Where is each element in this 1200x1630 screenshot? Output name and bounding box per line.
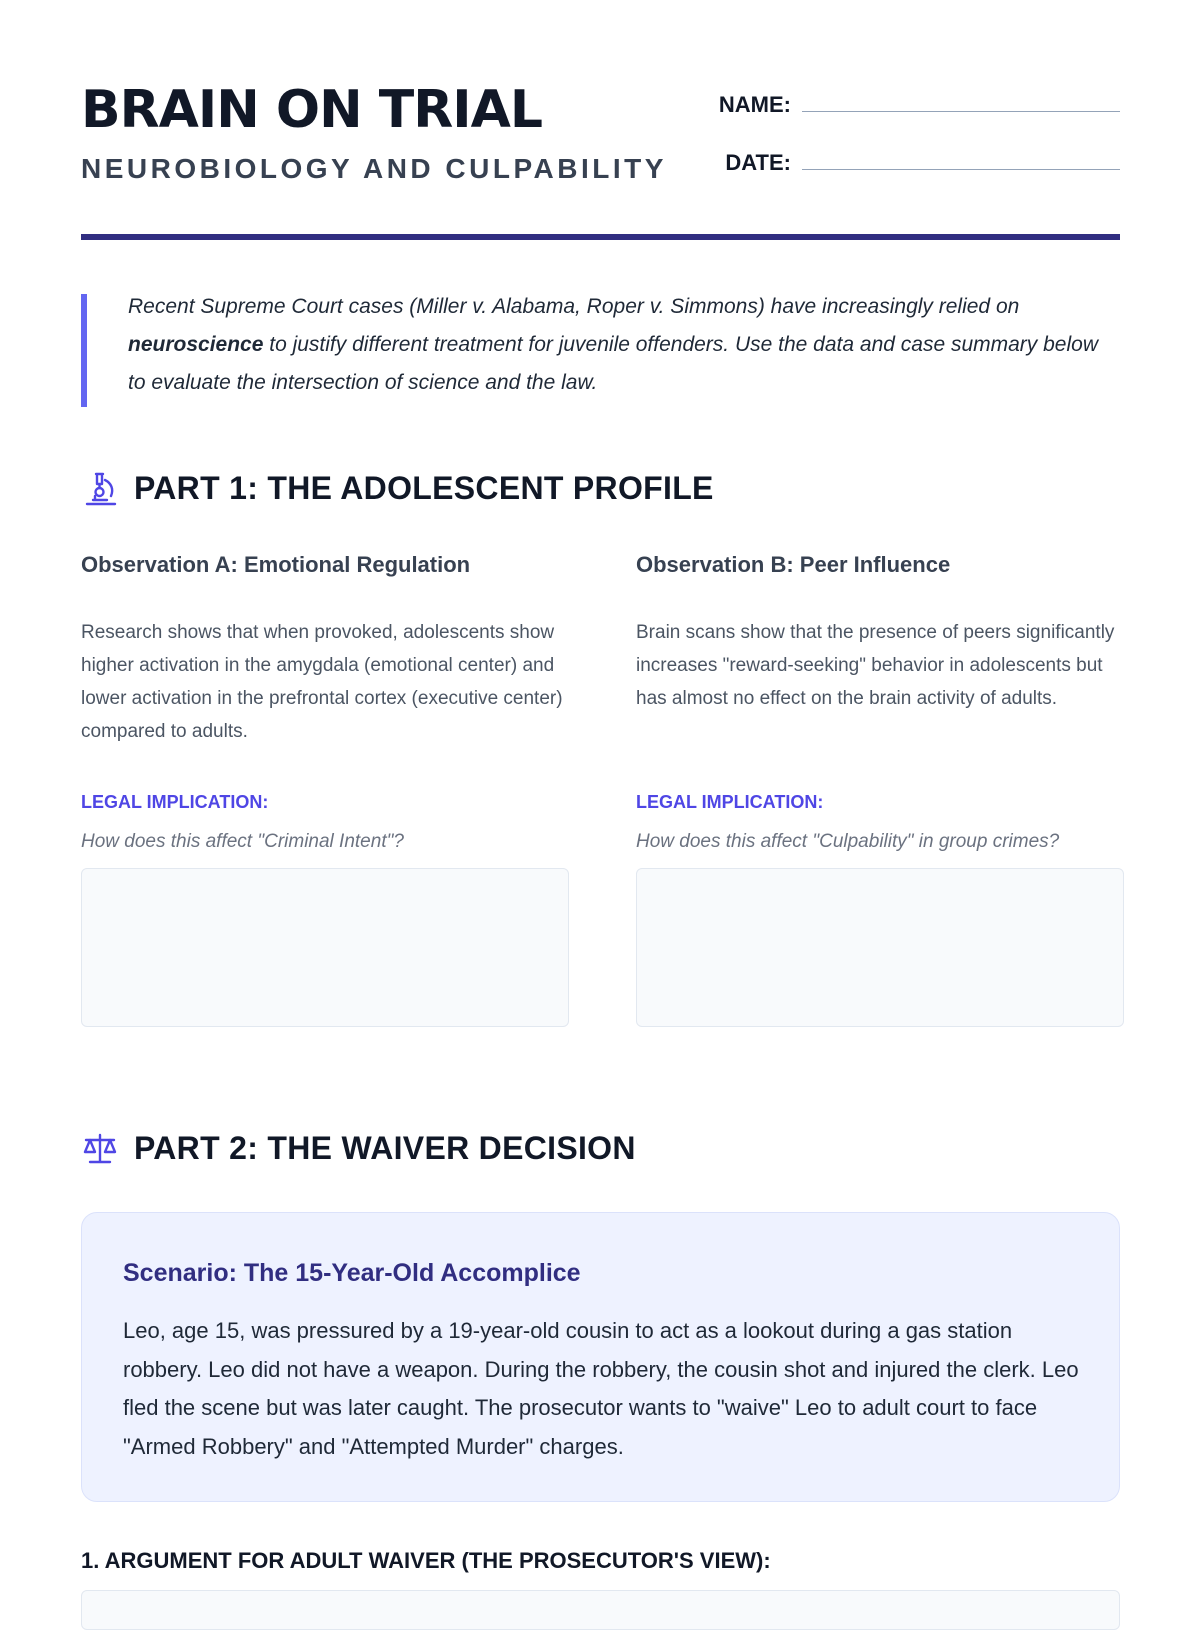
legal-implication-label: LEGAL IMPLICATION: <box>636 792 824 812</box>
name-label: NAME: <box>718 92 791 117</box>
worksheet-title: BRAIN ON TRIAL <box>81 80 542 140</box>
part2-title: PART 2: THE WAIVER DECISION <box>134 1130 636 1166</box>
scenario-title: Scenario: The 15-Year-Old Accomplice <box>123 1259 581 1287</box>
worksheet-header <box>81 0 1120 245</box>
observation-description: Brain scans show that the presence of peers significantly increases "reward-seeking" behavior in adolescents but has almost no effect on the brain activity of adults. <box>636 622 1115 709</box>
intro-text: Recent Supreme Court cases (Miller v. Alabama, Roper v. Simmons) have increasingly relied on neuroscience to justify different treatment for juvenile offenders. Use the data and case summary below to evaluate the intersection of science and the law. <box>128 295 1098 394</box>
worksheet-page <box>81 0 1120 1600</box>
implication-question: How does this affect "Criminal Intent"? <box>81 831 404 852</box>
part1-title: PART 1: THE ADOLESCENT PROFILE <box>134 470 714 506</box>
legal-implication-label: LEGAL IMPLICATION: <box>81 792 269 812</box>
observation-a <box>81 550 569 1030</box>
implication-question: How does this affect "Culpability" in group crimes? <box>636 831 1060 852</box>
scenario-card <box>81 1212 1120 1502</box>
name-line[interactable] <box>802 111 1120 112</box>
header-divider <box>81 234 1120 240</box>
date-line[interactable] <box>802 169 1120 170</box>
observation-title: Observation B: Peer Influence <box>636 552 951 577</box>
argument-prompt: 1. ARGUMENT FOR ADULT WAIVER (THE PROSECUTOR'S VIEW): <box>81 1548 771 1573</box>
argument-answer-box[interactable] <box>81 1590 1120 1630</box>
observation-b <box>636 550 1124 1030</box>
date-field <box>721 149 1120 179</box>
observation-description: Research shows that when provoked, adolescents show higher activation in the amygdala (emotional center) and lower activation in the prefrontal cortex (executive center) compared to adults. <box>81 622 563 742</box>
observation-title: Observation A: Emotional Regulation <box>81 552 471 577</box>
intro-callout <box>81 294 1120 407</box>
date-label: DATE: <box>725 150 791 175</box>
part1-heading <box>81 466 1120 510</box>
microscope-icon <box>81 470 119 508</box>
name-field <box>718 91 1120 121</box>
worksheet-subtitle: NEUROBIOLOGY AND CULPABILITY <box>81 153 667 184</box>
answer-box-a[interactable] <box>81 868 569 1027</box>
answer-box-b[interactable] <box>636 868 1124 1027</box>
intro-emphasis: neuroscience <box>128 333 264 356</box>
scales-icon <box>81 1130 119 1168</box>
part2-heading <box>81 1126 1120 1170</box>
scenario-text: Leo, age 15, was pressured by a 19-year-old cousin to act as a lookout during a gas station robbery. Leo did not have a weapon. During the robbery, the cousin shot and injured the clerk. Leo fled the scene but was later caught. The prosecutor wants to "waive" Leo to adult court to face "Armed Robbery" and "Attempted Murder" charges. <box>123 1318 1079 1459</box>
